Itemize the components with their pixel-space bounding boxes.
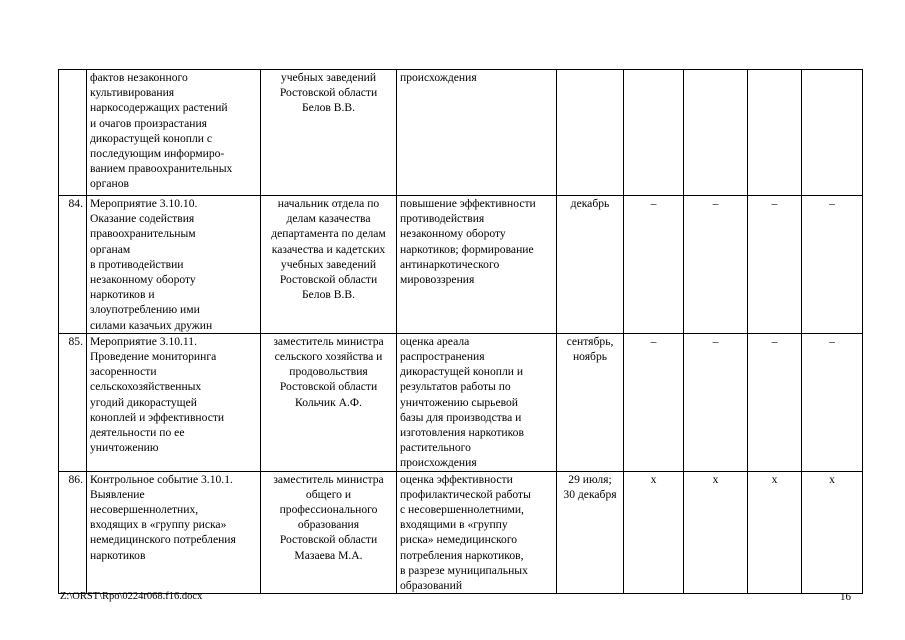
result-line: риска» немедицинского bbox=[400, 533, 518, 547]
event-line: Мероприятие 3.10.10. bbox=[90, 197, 198, 210]
table-row bbox=[59, 70, 863, 196]
event-line: ванием правоохранительных bbox=[90, 162, 233, 176]
result-cell bbox=[397, 471, 557, 594]
result-line: антинаркотического bbox=[400, 257, 500, 271]
result-line: базы для производства и bbox=[400, 410, 522, 424]
plan-table bbox=[58, 69, 863, 594]
result-line: происхождения bbox=[400, 456, 477, 470]
footer-page-number: 16 bbox=[840, 591, 851, 603]
event-line: фактов незаконного bbox=[90, 71, 188, 84]
result-line: потребления наркотиков, bbox=[400, 548, 524, 562]
responsible-line: Ростовской области bbox=[279, 273, 378, 287]
row-number-cell: 84. bbox=[59, 196, 87, 334]
responsible-line: Кольчик А.Ф. bbox=[295, 395, 362, 409]
event-line: органам bbox=[90, 242, 131, 256]
table-row bbox=[59, 333, 863, 471]
result-line: происхождения bbox=[400, 71, 477, 84]
responsible-line: учебных заведений bbox=[280, 71, 377, 84]
responsible-line: Белов В.В. bbox=[301, 101, 356, 115]
responsible-line: заместитель министра bbox=[273, 334, 384, 348]
result-line: входящими в «группу bbox=[400, 518, 508, 532]
result-line: в разрезе муниципальных bbox=[400, 563, 528, 577]
event-line: наркосодержащих растений bbox=[90, 101, 228, 115]
year-2-cell bbox=[684, 70, 748, 196]
row-number-cell: 86. bbox=[59, 471, 87, 594]
row-number-cell bbox=[59, 70, 87, 196]
event-line: Контрольное событие 3.10.1. bbox=[90, 472, 233, 486]
event-line: уничтожению bbox=[90, 441, 159, 455]
year-2-cell: – bbox=[684, 333, 748, 471]
term-cell bbox=[557, 196, 624, 334]
event-cell bbox=[87, 471, 261, 594]
result-line: оценка ареала bbox=[400, 334, 470, 348]
responsible-line: Ростовской области bbox=[279, 380, 378, 394]
result-line: дикорастущей конопли и bbox=[400, 365, 524, 379]
result-line: оценка эффективности bbox=[400, 472, 513, 486]
result-line: профилактической работы bbox=[400, 487, 531, 501]
event-cell bbox=[87, 196, 261, 334]
responsible-line: продовольствия bbox=[289, 365, 368, 379]
responsible-line: Белов В.В. bbox=[301, 288, 356, 302]
year-4-cell: x bbox=[802, 471, 863, 594]
event-line: в противодействии bbox=[90, 257, 184, 271]
term-line: декабрь bbox=[570, 197, 610, 210]
event-line: немедицинского потребления bbox=[90, 533, 236, 547]
event-line: и очагов произрастания bbox=[90, 116, 207, 130]
year-4-cell bbox=[802, 70, 863, 196]
result-line: с несовершеннолетними, bbox=[400, 503, 524, 517]
result-line: изготовления наркотиков bbox=[400, 426, 524, 440]
result-cell bbox=[397, 196, 557, 334]
year-3-cell: x bbox=[748, 471, 802, 594]
footer-file-path: Z:\ORST\Rpo\0224r068.f16.docx bbox=[60, 591, 203, 602]
responsible-cell bbox=[261, 196, 397, 334]
row-number-cell: 85. bbox=[59, 333, 87, 471]
table-row bbox=[59, 196, 863, 334]
event-cell bbox=[87, 333, 261, 471]
year-1-cell: x bbox=[624, 471, 684, 594]
term-line: сентябрь, bbox=[566, 334, 614, 348]
responsible-cell bbox=[261, 70, 397, 196]
event-line: Проведение мониторинга bbox=[90, 350, 217, 364]
event-line: культивирования bbox=[90, 86, 175, 100]
responsible-line: департамента по делам bbox=[271, 227, 386, 241]
event-line: правоохранительным bbox=[90, 227, 196, 241]
responsible-line: казачества и кадетских bbox=[271, 242, 386, 256]
result-line: результатов работы по bbox=[400, 380, 511, 394]
responsible-line: профессионального bbox=[279, 503, 378, 517]
event-line: Выявление bbox=[90, 487, 145, 501]
result-line: незаконному обороту bbox=[400, 227, 506, 241]
event-line: наркотиков и bbox=[90, 288, 155, 302]
responsible-line: учебных заведений bbox=[280, 257, 377, 271]
event-line: последующим информиро- bbox=[90, 147, 225, 161]
event-line: угодий дикорастущей bbox=[90, 395, 197, 409]
event-line: засоренности bbox=[90, 365, 157, 379]
responsible-line: сельского хозяйства и bbox=[274, 350, 383, 364]
result-line: наркотиков; формирование bbox=[400, 242, 534, 256]
table-row bbox=[59, 471, 863, 594]
event-line: сельскохозяйственных bbox=[90, 380, 202, 394]
year-1-cell bbox=[624, 70, 684, 196]
responsible-cell bbox=[261, 471, 397, 594]
result-line: уничтожению сырьевой bbox=[400, 395, 518, 409]
result-line: образований bbox=[400, 579, 463, 593]
event-line: входящих в «группу риска» bbox=[90, 518, 227, 532]
year-3-cell: – bbox=[748, 196, 802, 334]
event-line: деятельности по ее bbox=[90, 426, 185, 440]
event-line: несовершеннолетних, bbox=[90, 503, 199, 517]
term-line: ноябрь bbox=[572, 350, 608, 364]
event-line: Оказание содействия bbox=[90, 212, 195, 226]
term-line: 30 декабря bbox=[563, 487, 617, 501]
responsible-line: образования bbox=[297, 518, 360, 532]
result-line: растительного bbox=[400, 441, 471, 455]
result-line: повышение эффективности bbox=[400, 197, 536, 210]
responsible-line: Мазаева М.А. bbox=[294, 548, 363, 562]
responsible-line: начальник отдела по bbox=[277, 197, 380, 210]
event-line: органов bbox=[90, 177, 129, 191]
year-3-cell bbox=[748, 70, 802, 196]
responsible-line: Ростовской области bbox=[279, 86, 378, 100]
responsible-line: делам казачества bbox=[286, 212, 371, 226]
result-cell bbox=[397, 333, 557, 471]
result-line: противодействия bbox=[400, 212, 485, 226]
event-line: незаконному обороту bbox=[90, 273, 196, 287]
year-4-cell: – bbox=[802, 333, 863, 471]
responsible-line: Ростовской области bbox=[279, 533, 378, 547]
term-cell bbox=[557, 471, 624, 594]
responsible-line: заместитель министра bbox=[273, 472, 384, 486]
year-2-cell: x bbox=[684, 471, 748, 594]
result-cell bbox=[397, 70, 557, 196]
year-1-cell: – bbox=[624, 196, 684, 334]
year-3-cell: – bbox=[748, 333, 802, 471]
event-line: коноплей и эффективности bbox=[90, 410, 225, 424]
event-line: Мероприятие 3.10.11. bbox=[90, 334, 197, 348]
responsible-cell bbox=[261, 333, 397, 471]
event-line: дикорастущей конопли с bbox=[90, 131, 212, 145]
responsible-line: общего и bbox=[305, 487, 352, 501]
year-1-cell: – bbox=[624, 333, 684, 471]
event-line: наркотиков bbox=[90, 548, 146, 562]
term-cell bbox=[557, 333, 624, 471]
result-line: распространения bbox=[400, 350, 485, 364]
event-line: силами казачьих дружин bbox=[90, 318, 213, 332]
term-line: 29 июля; bbox=[568, 472, 612, 486]
year-2-cell: – bbox=[684, 196, 748, 334]
year-4-cell: – bbox=[802, 196, 863, 334]
event-line: злоупотреблению ими bbox=[90, 303, 200, 317]
result-line: мировоззрения bbox=[400, 273, 475, 287]
term-cell bbox=[557, 70, 624, 196]
event-cell bbox=[87, 70, 261, 196]
